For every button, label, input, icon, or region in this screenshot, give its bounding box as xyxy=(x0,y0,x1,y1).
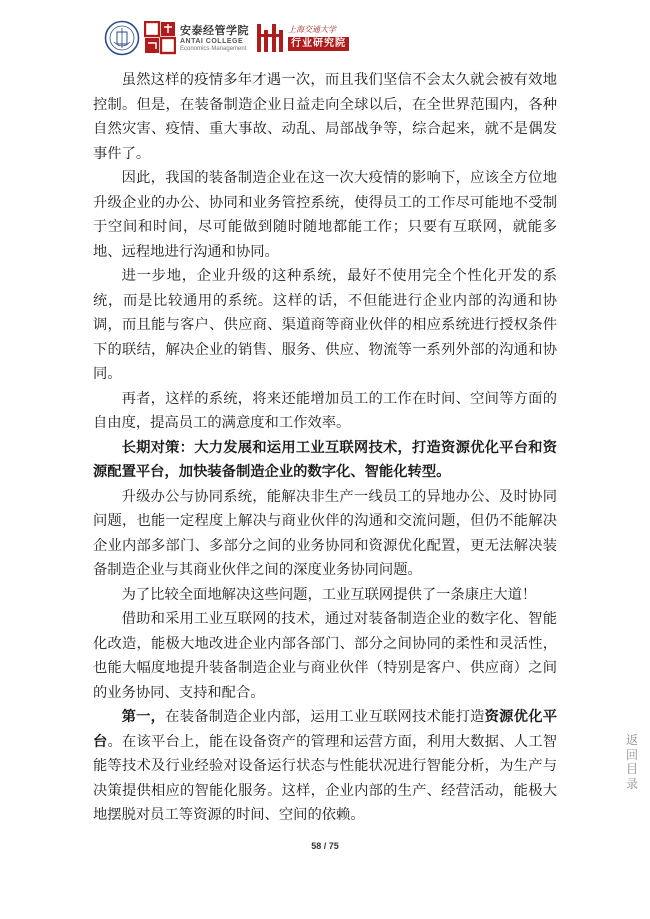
sjtu-name: 上海交通大学 xyxy=(288,24,336,34)
institute-name xyxy=(288,26,349,51)
paragraph-text: 借助和采用工业互联网的技术，通过对装备制造企业的数字化、智能化改造，能极大地改进企业内部各部门、部分之间协同的柔性和灵活性，也能大幅度地提升装备制造企业与商业伙伴（特别是客户、供应商）之间的业务协同、支持和配合。 xyxy=(93,611,557,701)
paragraph-text: 再者，这样的系统，将来还能增加员工的工作在时间、空间等方面的自由度，提高员工的满意度和工作效率。 xyxy=(93,390,557,431)
paragraph-text: 在装备制造企业内部，运用工业互联网技术能打造 xyxy=(165,709,485,725)
document-body xyxy=(93,68,557,828)
paragraph xyxy=(93,485,557,583)
page-number: 58 / 75 xyxy=(311,841,339,851)
paragraph-text: 为了比较全面地解决这些问题，工业互联网提供了一条康庄大道！ xyxy=(121,586,537,603)
antai-name-en: ANTAI COLLEGE xyxy=(180,37,244,45)
paragraph-text: 虽然这样的疫情多年才遇一次，而且我们坚信不会太久就会被有效地控制。但是，在装备制造企业日益走向全球以后，在全世界范围内，各种自然灾害、疫情、重大事故、动乱、局部战争等，综合起来，就不是偶发事件了。 xyxy=(93,72,557,162)
antai-name-en-sub: Economics·Management xyxy=(180,45,247,52)
paragraph xyxy=(93,68,557,166)
institute-logo-icon xyxy=(255,22,285,54)
return-to-toc-link[interactable]: 返回目录 xyxy=(625,733,638,791)
bold-text: 资源优化平台 xyxy=(93,709,558,750)
paragraph xyxy=(93,264,557,387)
paragraph xyxy=(93,387,557,436)
paragraph xyxy=(93,166,557,264)
university-seal-icon xyxy=(104,20,140,56)
paragraph-text: 进一步地，企业升级的这种系统，最好不使用完全个性化开发的系统，而是比较通用的系统。这样的话，不但能进行企业内部的沟通和协调，而且能与客户、供应商、渠道商等商业伙伴的相应系统进行授权条件下的联结，解决企业的销售、服务、供应、物流等一系列外部的沟通和协同。 xyxy=(93,268,557,382)
paragraph-text: 升级办公与协同系统，能解决非生产一线员工的异地办公、及时协同问题，也能一定程度上解决与商业伙伴的沟通和交流问题，但仍不能解决企业内部多部门、多部分之间的业务协同和资源优化配置，更无法解决装备制造企业与其商业伙伴之间的深度业务协同问题。 xyxy=(93,488,557,578)
paragraph xyxy=(93,705,557,828)
antai-logo-icon xyxy=(144,21,176,55)
bold-text: 第一， xyxy=(121,709,166,725)
paragraph xyxy=(93,583,557,608)
antai-name-cn: 安泰经管学院 xyxy=(180,23,249,37)
bold-text: 长期对策：大力发展和运用工业互联网技术，打造资源优化平台和资源配置平台，加快装备制造企业的数字化、智能化转型。 xyxy=(93,439,557,480)
institute-label: 行业研究院 xyxy=(288,37,349,51)
antai-college-name xyxy=(180,25,249,52)
paragraph xyxy=(93,607,557,705)
page-header xyxy=(104,18,349,58)
paragraph-text: 因此，我国的装备制造企业在这一次大疫情的影响下，应该全方位地升级企业的办公、协同和业务管控系统，使得员工的工作尽可能地不受制于空间和时间，尽可能做到随时随地都能工作；只要有互联网，就能多地、远程地进行沟通和协同。 xyxy=(93,170,557,260)
paragraph-text: 。在该平台上，能在设备资产的管理和运营方面，利用大数据、人工智能等技术及行业经验对设备运行状态与性能状况进行智能分析，为生产与决策提供相应的智能化服务。这样，企业内部的生产、经营活动，能极大地摆脱对员工等资源的时间、空间的依赖。 xyxy=(93,733,558,823)
paragraph xyxy=(93,436,557,485)
